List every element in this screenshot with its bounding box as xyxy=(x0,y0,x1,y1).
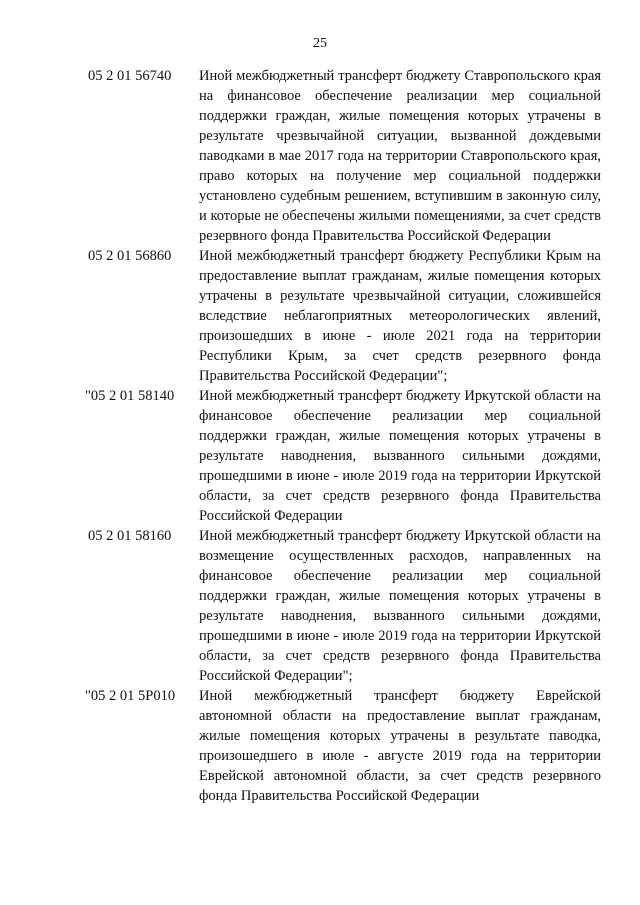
expense-description: Иной межбюджетный трансферт бюджету Иркутской области на финансовое обеспечение реализации мер социальной поддержки граждан, жилые помещения которых утрачены в результате наводнения, вызванного сильными дождями, прошедшими в июне - июле 2019 года на территории Иркутской области, за счет средств резервного фонда Правительства Российской Федерации xyxy=(199,388,601,524)
list-item xyxy=(0,66,640,246)
expense-description: Иной межбюджетный трансферт бюджету Ставропольского края на финансовое обеспечение реализации мер социальной поддержки граждан, жилые помещения которых утрачены в результате чрезвычайной ситуации, вызванной дождевыми паводками в мае 2017 года на территории Ставропольского края, право которых на получение мер социальной поддержки установлено судебным решением, вступившим в законную силу, и которые не обеспечены жилыми помещениями, за счет средств резервного фонда Правительства Российской Федерации xyxy=(199,68,601,244)
budget-classification-code: 05 2 01 56860 xyxy=(88,248,172,264)
list-item xyxy=(0,526,640,686)
expense-description: Иной межбюджетный трансферт бюджету Республики Крым на предоставление выплат гражданам, жилые помещения которых утрачены в результате чрезвычайной ситуации, сложившейся вследствие неблагоприятных метеорологических явлений, произошедших в июне - июле 2021 года на территории Республики Крым, за счет средств резервного фонда Правительства Российской Федерации"; xyxy=(199,248,601,384)
budget-classification-code: 05 2 01 58160 xyxy=(88,528,172,544)
budget-classification-code: 05 2 01 56740 xyxy=(88,68,172,84)
list-item xyxy=(0,386,640,526)
budget-codes-list xyxy=(0,66,640,806)
budget-classification-code: "05 2 01 58140 xyxy=(85,388,175,404)
expense-description: Иной межбюджетный трансферт бюджету Еврейской автономной области на предоставление выплат гражданам, жилые помещения которых утрачены в результате паводка, произошедшего в июле - августе 2019 года на территории Еврейской автономной области, за счет средств резервного фонда Правительства Российской Федерации xyxy=(199,688,601,804)
list-item xyxy=(0,246,640,386)
list-item xyxy=(0,686,640,806)
expense-description: Иной межбюджетный трансферт бюджету Иркутской области на возмещение осуществленных расходов, направленных на финансовое обеспечение реализации мер социальной поддержки граждан, жилые помещения которых утрачены в результате наводнения, вызванного сильными дождями, прошедшими в июне - июле 2019 года на территории Иркутской области, за счет средств резервного фонда Правительства Российской Федерации"; xyxy=(199,528,601,684)
page-number: 25 xyxy=(313,36,327,51)
budget-classification-code: "05 2 01 5Р010 xyxy=(85,688,176,704)
